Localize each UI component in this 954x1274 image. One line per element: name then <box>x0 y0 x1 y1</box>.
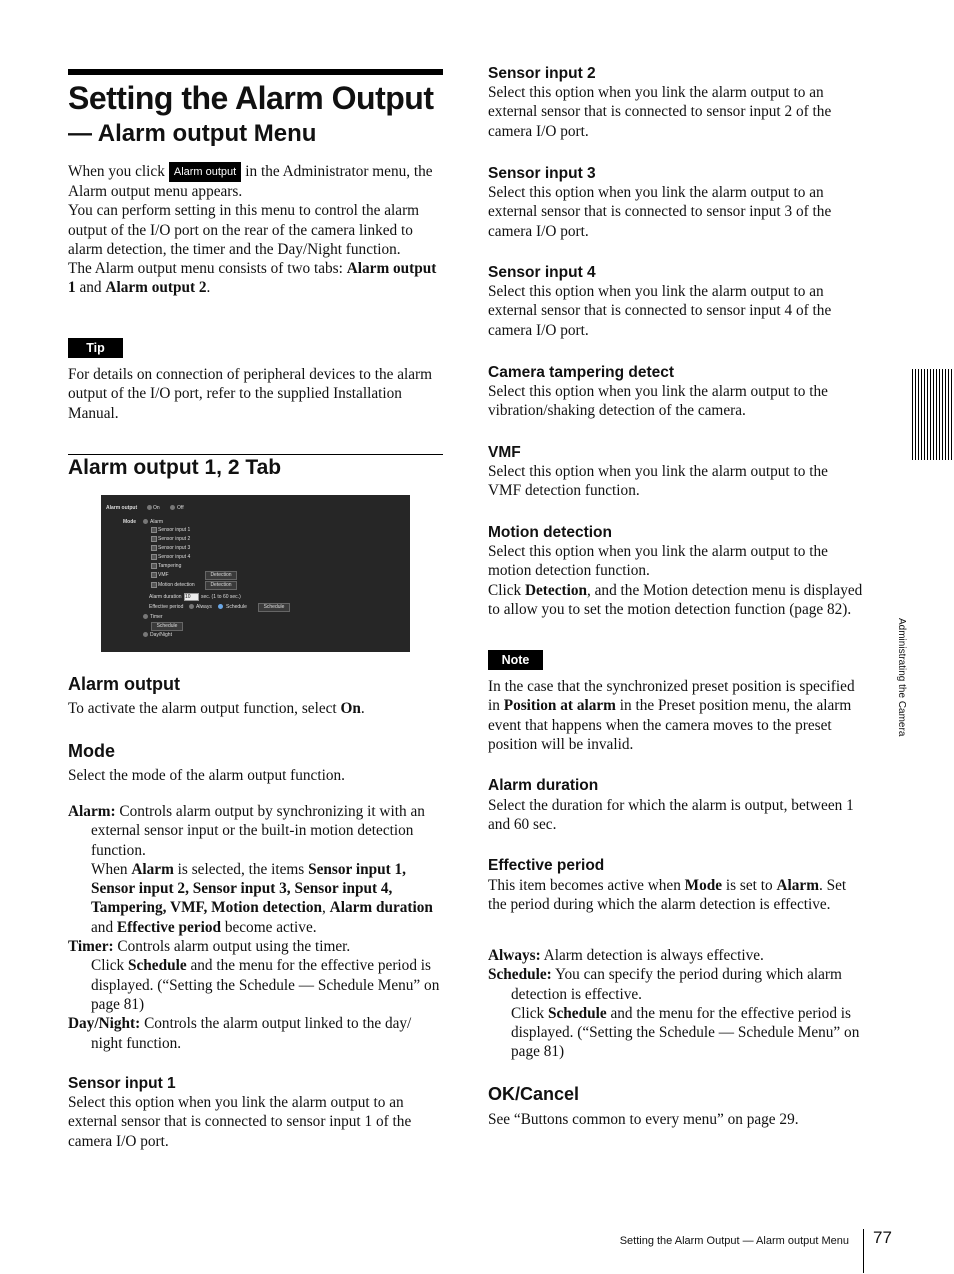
alarm-output-text: To activate the alarm output function, select On. <box>68 700 365 717</box>
shot-detection-button-2: Detection <box>205 581 237 590</box>
shot-schedule-button-2: Schedule <box>151 622 183 631</box>
menu-screenshot: Alarm output On Off Mode Alarm Sensor input 1 Sensor input 2 Sensor input 3 Sensor input 4 Tampering VMF Detection Motion detection Detection Alarm duration 10 sec. (1 to 60 sec.) Effective period Always Schedule Schedule Timer Schedule Day/Night <box>101 495 410 652</box>
shot-check-2 <box>151 536 157 542</box>
mode-daynight-def: Day/Night: Controls the alarm output linked to the day/ night function. <box>68 1015 412 1052</box>
section-heading: Alarm output 1, 2 Tab <box>68 456 282 479</box>
shot-detection-button-1: Detection <box>205 571 237 580</box>
footer-title: Setting the Alarm Output — Alarm output Menu <box>619 1235 849 1247</box>
effective-heading: Effective period <box>488 857 605 874</box>
page-subtitle: — Alarm output Menu <box>68 120 317 147</box>
sensor2-text: Select this option when you link the alarm output to an external sensor that is connected to sensor input 2 of the camera I/O port. <box>488 84 832 140</box>
footer-rule <box>863 1229 864 1273</box>
shot-off-radio <box>170 505 175 510</box>
shot-check-5 <box>151 563 157 569</box>
tamper-heading: Camera tampering detect <box>488 364 675 381</box>
page-number: 77 <box>873 1228 892 1247</box>
effective-always-def: Always: Alarm detection is always effective. <box>488 947 764 964</box>
shot-duration-select: 10 <box>184 593 199 601</box>
page-title: Setting the Alarm Output <box>68 80 434 116</box>
effective-schedule-def: Schedule: You can specify the period during which alarm detection is effective. Click Schedule and the menu for the effective period is displayed. (“Setting the Schedule — Schedule Menu” on page 81) <box>488 966 860 1061</box>
intro-p1: When you click Alarm output in the Administrator menu, the Alarm output menu appears. <box>68 163 433 200</box>
sensor3-text: Select this option when you link the alarm output to an external sensor that is connected to sensor input 3 of the camera I/O port. <box>488 184 832 240</box>
sensor3-heading: Sensor input 3 <box>488 165 596 182</box>
shot-daynight-radio <box>143 632 148 637</box>
vmf-heading: VMF <box>488 444 521 461</box>
note-label: Note <box>488 650 543 670</box>
sensor1-heading: Sensor input 1 <box>68 1075 176 1092</box>
sensor1-text: Select this option when you link the alarm output to an external sensor that is connected to sensor input 1 of the camera I/O port. <box>68 1094 412 1150</box>
note-text: In the case that the synchronized preset position is specified in Position at alarm in the Preset position menu, the alarm event that happens when the camera moves to the preset position will be invalid. <box>488 678 855 753</box>
shot-check-1 <box>151 527 157 533</box>
mode-timer-def: Timer: Controls alarm output using the timer. Click Schedule and the menu for the effective period is displayed. (“Setting the Schedule — Schedule Menu” on page 81) <box>68 938 440 1013</box>
shot-check-4 <box>151 554 157 560</box>
okcancel-text: See “Buttons common to every menu” on page 29. <box>488 1111 799 1128</box>
mode-heading: Mode <box>68 741 115 761</box>
motion-text: Select this option when you link the alarm output to the motion detection function. <box>488 543 828 580</box>
tip-label: Tip <box>68 338 123 358</box>
okcancel-heading: OK/Cancel <box>488 1084 580 1104</box>
intro-p3: The Alarm output menu consists of two tabs: Alarm output 1 and Alarm output 2. <box>68 260 437 297</box>
shot-always-radio <box>189 604 194 609</box>
mode-options <box>68 802 443 1053</box>
duration-text: Select the duration for which the alarm is output, between 1 and 60 sec. <box>488 797 854 834</box>
alarm-output-heading: Alarm output <box>68 674 180 694</box>
sensor2-heading: Sensor input 2 <box>488 65 596 82</box>
intro-p2: You can perform setting in this menu to control the alarm output of the I/O port on the rear of the camera linked to alarm detection, the timer and the Day/Night function. <box>68 202 420 258</box>
side-tab-bars <box>912 369 954 460</box>
sensor4-heading: Sensor input 4 <box>488 264 596 281</box>
side-tab-label: Administrating the Camera <box>896 618 907 737</box>
motion-heading: Motion detection <box>488 524 612 541</box>
tip-text: For details on connection of peripheral devices to the alarm output of the I/O port, refer to the supplied Installation Manual. <box>68 366 433 422</box>
sensor4-text: Select this option when you link the alarm output to an external sensor that is connected to sensor input 4 of the camera I/O port. <box>488 283 832 339</box>
duration-heading: Alarm duration <box>488 777 599 794</box>
shot-alarm-radio <box>143 519 148 524</box>
shot-timer-radio <box>143 614 148 619</box>
tamper-text: Select this option when you link the alarm output to the vibration/shaking detection of the camera. <box>488 383 828 420</box>
shot-check-3 <box>151 545 157 551</box>
motion-click: Click Detection, and the Motion detection menu is displayed to allow you to set the motion detection function (page 82). <box>488 581 863 618</box>
intro <box>68 162 443 298</box>
title-rule <box>68 69 443 75</box>
shot-check-7 <box>151 582 157 588</box>
shot-on-radio <box>147 505 152 510</box>
shot-schedule-radio <box>218 604 223 609</box>
shot-schedule-button-1: Schedule <box>258 603 290 612</box>
effective-text: This item becomes active when Mode is set to Alarm. Set the period during which the alarm detection is effective. <box>488 877 847 914</box>
mode-text: Select the mode of the alarm output function. <box>68 767 345 784</box>
effective-options <box>488 946 863 1062</box>
shot-alarm-output-label: Alarm output <box>106 505 138 511</box>
vmf-text: Select this option when you link the alarm output to the VMF detection function. <box>488 463 828 500</box>
alarm-output-menu-button: Alarm output <box>169 162 241 182</box>
shot-check-6 <box>151 572 157 578</box>
motion-body <box>488 542 863 619</box>
mode-alarm-def: Alarm: Controls alarm output by synchronizing it with an external sensor input or the built-in motion detection function. When Alarm is selected, the items Sensor input 1, Sensor input 2, Sensor input 3, Sensor input 4, Tampering, VMF, Motion detection, Alarm duration and Effective period become active. <box>68 803 433 936</box>
